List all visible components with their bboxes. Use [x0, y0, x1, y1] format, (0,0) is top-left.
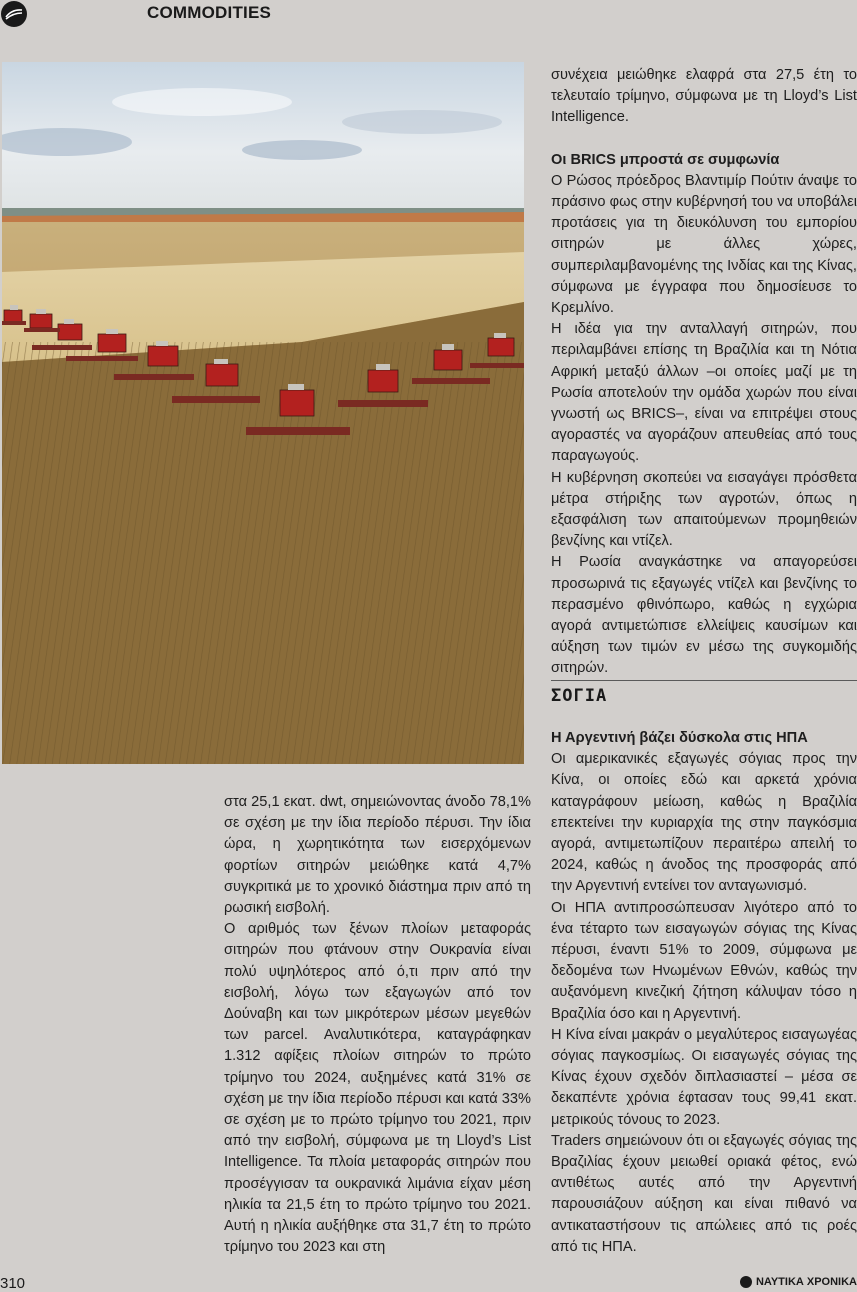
brand-name: ΝΑΥΤΙΚΑ ΧΡΟΝΙΚΑ — [755, 1276, 857, 1288]
left-paragraph: στα 25,1 εκατ. dwt, σημειώνοντας άνοδο 78,1% σε σχέση με την ίδια περίοδο πέρυσι. Την ίδια ώρα, η χωρητικότητα των εισερχόμενων φορτίων σιτηρών μειώθηκε κατά 4,7% συγκριτικά με το χρονικό διάστημα πριν από τη ρωσική εισβολή. — [224, 794, 531, 917]
right-paragraph: συνέχεια μειώθηκε ελαφρά στα 27,5 έτη το τελευταίο τρίμηνο, σύμφωνα με τη Lloyd’s List Intelligence. — [551, 67, 857, 126]
harvest-photo — [2, 62, 524, 764]
right-column-text — [551, 65, 857, 680]
magazine-logo-icon — [1, 1, 27, 27]
page-number: 310 — [0, 1275, 26, 1292]
section-divider — [551, 680, 857, 681]
left-column-text — [224, 792, 531, 1258]
soy-paragraph: Η Κίνα είναι μακράν ο μεγαλύτερος εισαγωγέας σόγιας παγκοσμίως. Οι εισαγωγές σόγιας της Κίνας έχουν σχεδόν διπλασιαστεί – μέσα σε δεκαπέντε χρόνια έφτασαν τους 99,41 εκατ. μετρικούς τόνους το 2023. — [551, 1026, 857, 1128]
footer-brand — [740, 1276, 857, 1288]
soy-paragraph: Οι αμερικανικές εξαγωγές σόγιας προς την Κίνα, οι οποίες εδώ και αρκετά χρόνια καταγράφουν μείωση, καθώς η Βραζιλία επεκτείνει την κυριαρχία της στην παγκόσμια αγορά, αντιμετωπίζουν περαιτέρω απειλή το 2024, καθώς η άνοδος της προσφοράς από την Αργεντινή εντείνει τον ανταγωνισμό. — [551, 751, 857, 895]
soy-heading: Η Αργεντινή βάζει δύσκολα στις ΗΠΑ — [551, 730, 808, 746]
soy-paragraph: Traders σημειώνουν ότι οι εξαγωγές σόγιας της Βραζιλίας έχουν μειωθεί οριακά φέτος, ενώ αντιθέτως αυτές από την Αργεντινή παρουσιάζουν αύξηση και είναι πιθανό να αντικαταστήσουν τις απώλειες από τις ροές από τις ΗΠΑ. — [551, 1132, 857, 1255]
soy-paragraph: Οι ΗΠΑ αντιπροσώπευσαν λιγότερο από το ένα τέταρτο των εισαγωγών σόγιας της Κίνας πέρυσι, έναντι 51% το 2009, σύμφωνα με δεδομένα των Ηνωμένων Εθνών, καθώς την αυξανόμενη κινεζική ζήτηση κάλυψαν τόσο η Βραζιλία όσο και η Αργεντινή. — [551, 899, 857, 1022]
brand-logo-icon — [740, 1276, 752, 1288]
right-paragraph: Η ιδέα για την ανταλλαγή σιτηρών, που περιλαμβάνει επίσης τη Βραζιλία και τη Νότια Αφρική μεταξύ άλλων –οι οποίες μαζί με τη Ρωσία αποτελούν την ομάδα χωρών που είναι γνωστή ως BRICS–, είναι να επιτρέψει στους αγοραστές να αγοράζουν απευθείας από τους παραγωγούς. — [551, 321, 857, 465]
soy-column-text — [551, 728, 857, 1258]
right-paragraph: Ο Ρώσος πρόεδρος Βλαντιμίρ Πούτιν άναψε το πράσινο φως στην κυβέρνησή του να υποβάλει προτάσεις για τη διευκόλυνση του εμπορίου σιτηρών με άλλες χώρες, συμπεριλαμβανομένης της Ινδίας και της Κίνας, σύμφωνα με έγγραφα που δημοσίευσε το Κρεμλίνο. — [551, 172, 857, 317]
section-title: COMMODITIES — [147, 3, 272, 22]
right-paragraph: Η κυβέρνηση σκοπεύει να εισαγάγει πρόσθετα μέτρα στήριξης των αγροτών, όπως η εξασφάλιση των απαιτούμενων προμηθειών βενζίνης και ντίζελ. — [551, 469, 857, 550]
brics-heading: Οι BRICS μπροστά σε συμφωνία — [551, 151, 780, 168]
right-paragraph: Η Ρωσία αναγκάστηκε να απαγορεύσει προσωρινά τις εξαγωγές ντίζελ και βενζίνης το περασμένο φθινόπωρο, καθώς η εγχώρια αγορά αντιμετώπισε ελλείψεις καυσίμων και αύξηση των τιμών εν μέσω της συγκομιδής σιτηρών. — [551, 554, 857, 677]
soy-kicker: ΣΟΓΙΑ — [551, 686, 608, 706]
left-paragraph: Ο αριθμός των ξένων πλοίων μεταφοράς σιτηρών που φτάνουν στην Ουκρανία είναι πολύ υψηλότερος από ό,τι πριν από την εισβολή, λόγω των εξαγωγών από τον Δούναβη και των μικρότερων μέσων μεγεθών των parcel. Αναλυτικότερα, καταγράφηκαν 1.312 αφίξεις πλοίων σιτηρών το πρώτο τρίμηνο του 2024, αυξημένες κατά 31% σε σχέση με την ίδια περίοδο πέρυσι και κατά 33% σε σχέση με το πρώτο τρίμηνο του 2021, πριν από την εισβολή, σύμφωνα με τη Lloyd’s List Intelligence. Τα πλοία μεταφοράς σιτηρών που προσέγγισαν τα ουκρανικά λιμάνια είχαν μέση ηλικία τα 21,5 έτη το πρώτο τρίμηνο του 2021. Αυτή η ηλικία αυξήθηκε στα 31,7 έτη το πρώτο τρίμηνο του 2023 και στη — [224, 921, 532, 1256]
